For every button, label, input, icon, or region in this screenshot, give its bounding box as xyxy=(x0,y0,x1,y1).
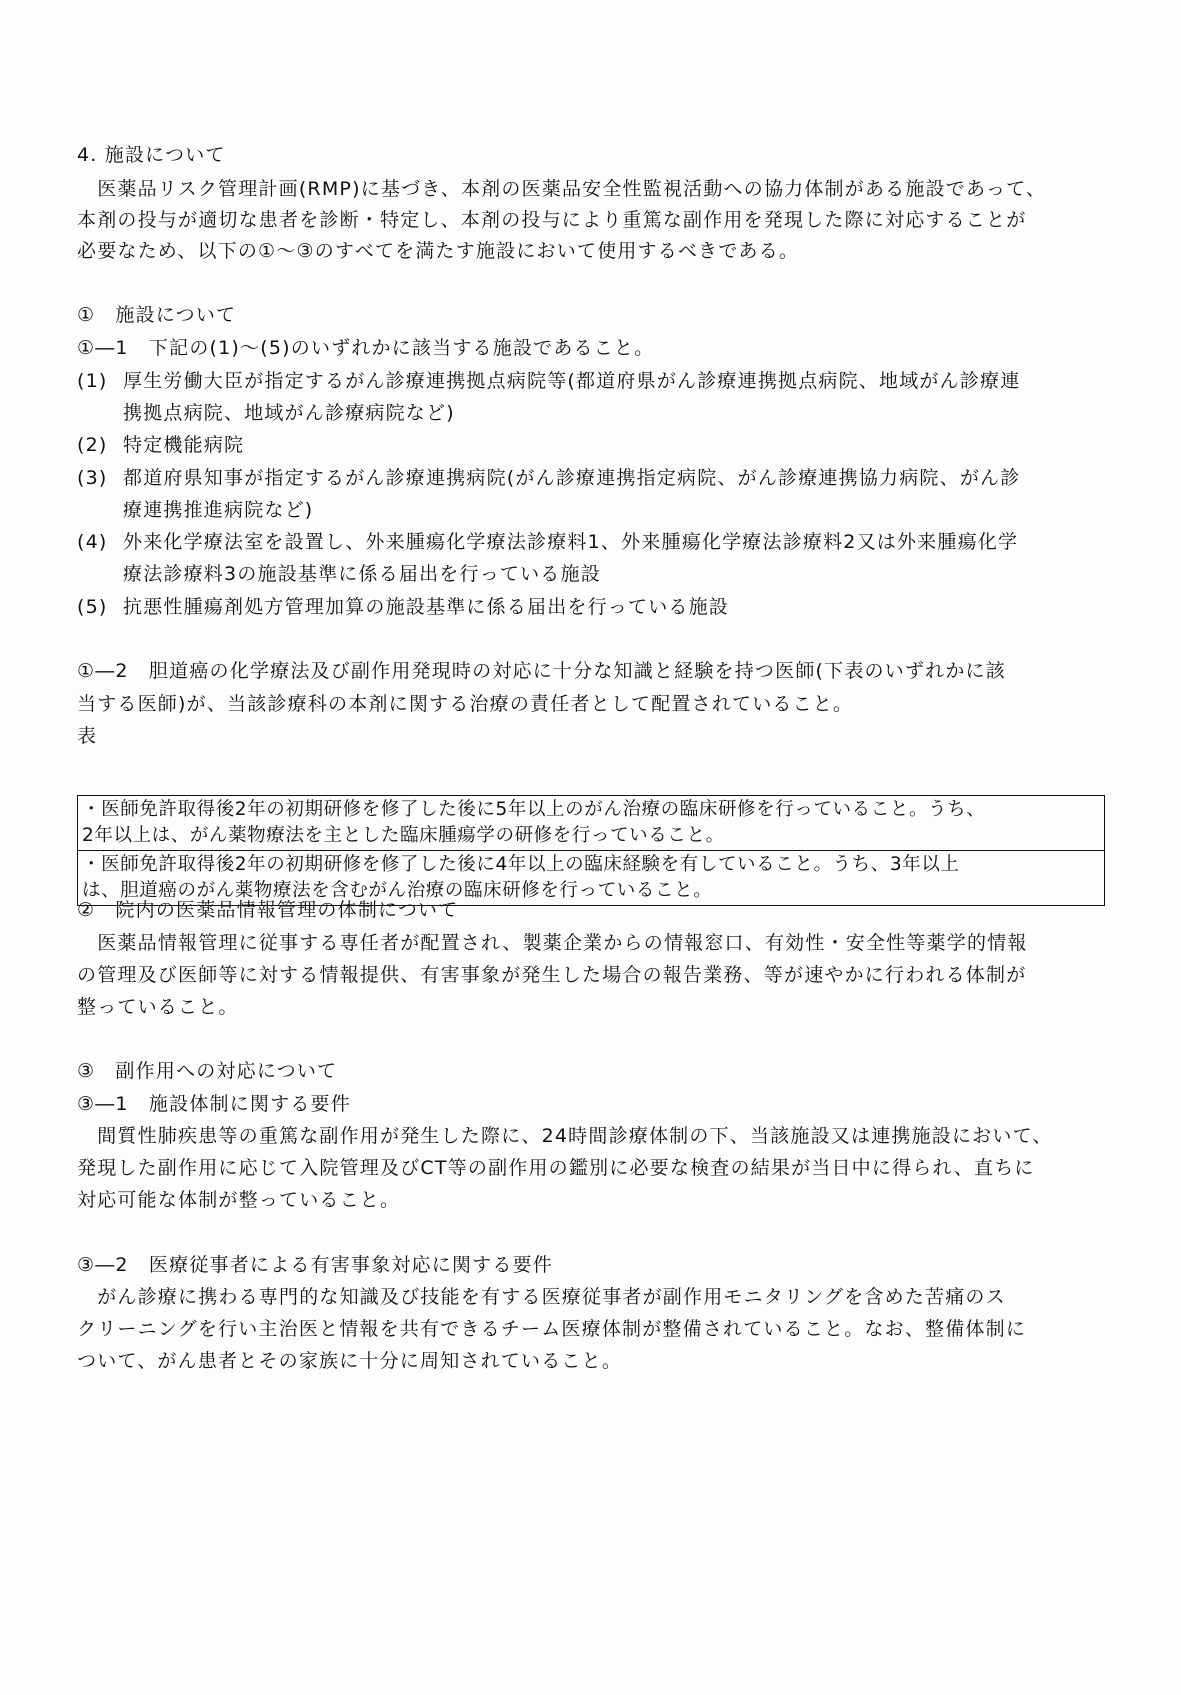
part2-heading: ② 院内の医薬品情報管理の体制について xyxy=(77,899,459,921)
table-cell-line: ・医師免許取得後2年の初期研修を修了した後に5年以上のがん治療の臨床研修を行っていること。うち、 xyxy=(82,799,986,820)
part3-sub1-heading: ③―1 施設体制に関する要件 xyxy=(77,1093,351,1115)
table-row xyxy=(78,796,1104,850)
part3-sub2-line-3: ついて、がん患者とその家族に十分に周知されていること。 xyxy=(77,1350,623,1372)
item-text: 都道府県知事が指定するがん診療連携病院(がん診療連携指定病院、がん診療連携協力病院、がん診 xyxy=(123,467,1021,489)
item-label: (3) xyxy=(77,467,108,489)
part3-heading: ③ 副作用への対応について xyxy=(77,1060,338,1082)
item-label: (2) xyxy=(77,434,108,456)
part3-sub2-line-1: がん診療に携わる専門的な知識及び技能を有する医療従事者が副作用モニタリングを含めた苦痛のス xyxy=(77,1286,1006,1308)
item-label: (4) xyxy=(77,531,108,553)
table-cell-line: ・医師免許取得後2年の初期研修を修了した後に4年以上の臨床経験を有していること。うち、3年以上 xyxy=(82,854,960,875)
part3-sub1-line-3: 対応可能な体制が整っていること。 xyxy=(77,1189,401,1211)
item-text: 携拠点病院、地域がん診療病院など) xyxy=(123,402,455,424)
item-text: 外来化学療法室を設置し、外来腫瘍化学療法診療料1、外来腫瘍化学療法診療料2又は外来腫瘍化学 xyxy=(123,531,1019,553)
physician-requirements-table xyxy=(77,795,1105,906)
part3-sub2-heading: ③―2 医療従事者による有害事象対応に関する要件 xyxy=(77,1254,553,1276)
part1-sub2-line-2: 当する医師)が、当該診療科の本剤に関する治療の責任者として配置されていること。 xyxy=(77,693,854,715)
table-cell-line: は、胆道癌のがん薬物療法を含むがん治療の臨床研修を行っていること。 xyxy=(82,880,713,901)
item-text: 療法診療料3の施設基準に係る届出を行っている施設 xyxy=(123,563,601,585)
part2-body-line-3: 整っていること。 xyxy=(77,996,239,1018)
part1-sub1-heading: ①―1 下記の(1)～(5)のいずれかに該当する施設であること。 xyxy=(77,337,655,359)
item-label: (1) xyxy=(77,370,108,392)
table-label: 表 xyxy=(77,725,98,747)
item-text: 特定機能病院 xyxy=(123,434,245,456)
part3-sub2-line-2: クリーニングを行い主治医と情報を共有できるチーム医療体制が整備されていること。なお、整備体制に xyxy=(77,1318,1027,1340)
item-text: 療連携推進病院など) xyxy=(123,499,314,521)
table-cell-line: 2年以上は、がん薬物療法を主とした臨床腫瘍学の研修を行っていること。 xyxy=(82,825,725,846)
intro-line-1: 医薬品リスク管理計画(RMP)に基づき、本剤の医薬品安全性監視活動への協力体制がある施設であって、 xyxy=(77,178,1047,200)
intro-line-3: 必要なため、以下の①～③のすべてを満たす施設において使用するべきである。 xyxy=(77,240,800,262)
item-text: 抗悪性腫瘍剤処方管理加算の施設基準に係る届出を行っている施設 xyxy=(123,596,730,618)
part1-sub2-line-1: ①―2 胆道癌の化学療法及び副作用発現時の対応に十分な知識と経験を持つ医師(下表のいずれかに該 xyxy=(77,660,1006,682)
item-text: 厚生労働大臣が指定するがん診療連携拠点病院等(都道府県がん診療連携拠点病院、地域がん診療連 xyxy=(123,370,1021,392)
part2-body-line-1: 医薬品情報管理に従事する専任者が配置され、製薬企業からの情報窓口、有効性・安全性等薬学的情報 xyxy=(77,932,1028,954)
item-label: (5) xyxy=(77,596,108,618)
part2-body-line-2: の管理及び医師等に対する情報提供、有害事象が発生した場合の報告業務、等が速やかに行われる体制が xyxy=(77,964,1027,986)
section-heading: 4. 施設について xyxy=(77,144,226,166)
part1-heading: ① 施設について xyxy=(77,304,237,326)
intro-line-2: 本剤の投与が適切な患者を診断・特定し、本剤の投与により重篤な副作用を発現した際に対応することが xyxy=(77,209,1027,231)
part3-sub1-line-2: 発現した副作用に応じて入院管理及びCT等の副作用の鑑別に必要な検査の結果が当日中に得られ、直ちに xyxy=(77,1157,1035,1179)
part3-sub1-line-1: 間質性肺疾患等の重篤な副作用が発生した際に、24時間診療体制の下、当該施設又は連携施設において、 xyxy=(77,1125,1053,1147)
